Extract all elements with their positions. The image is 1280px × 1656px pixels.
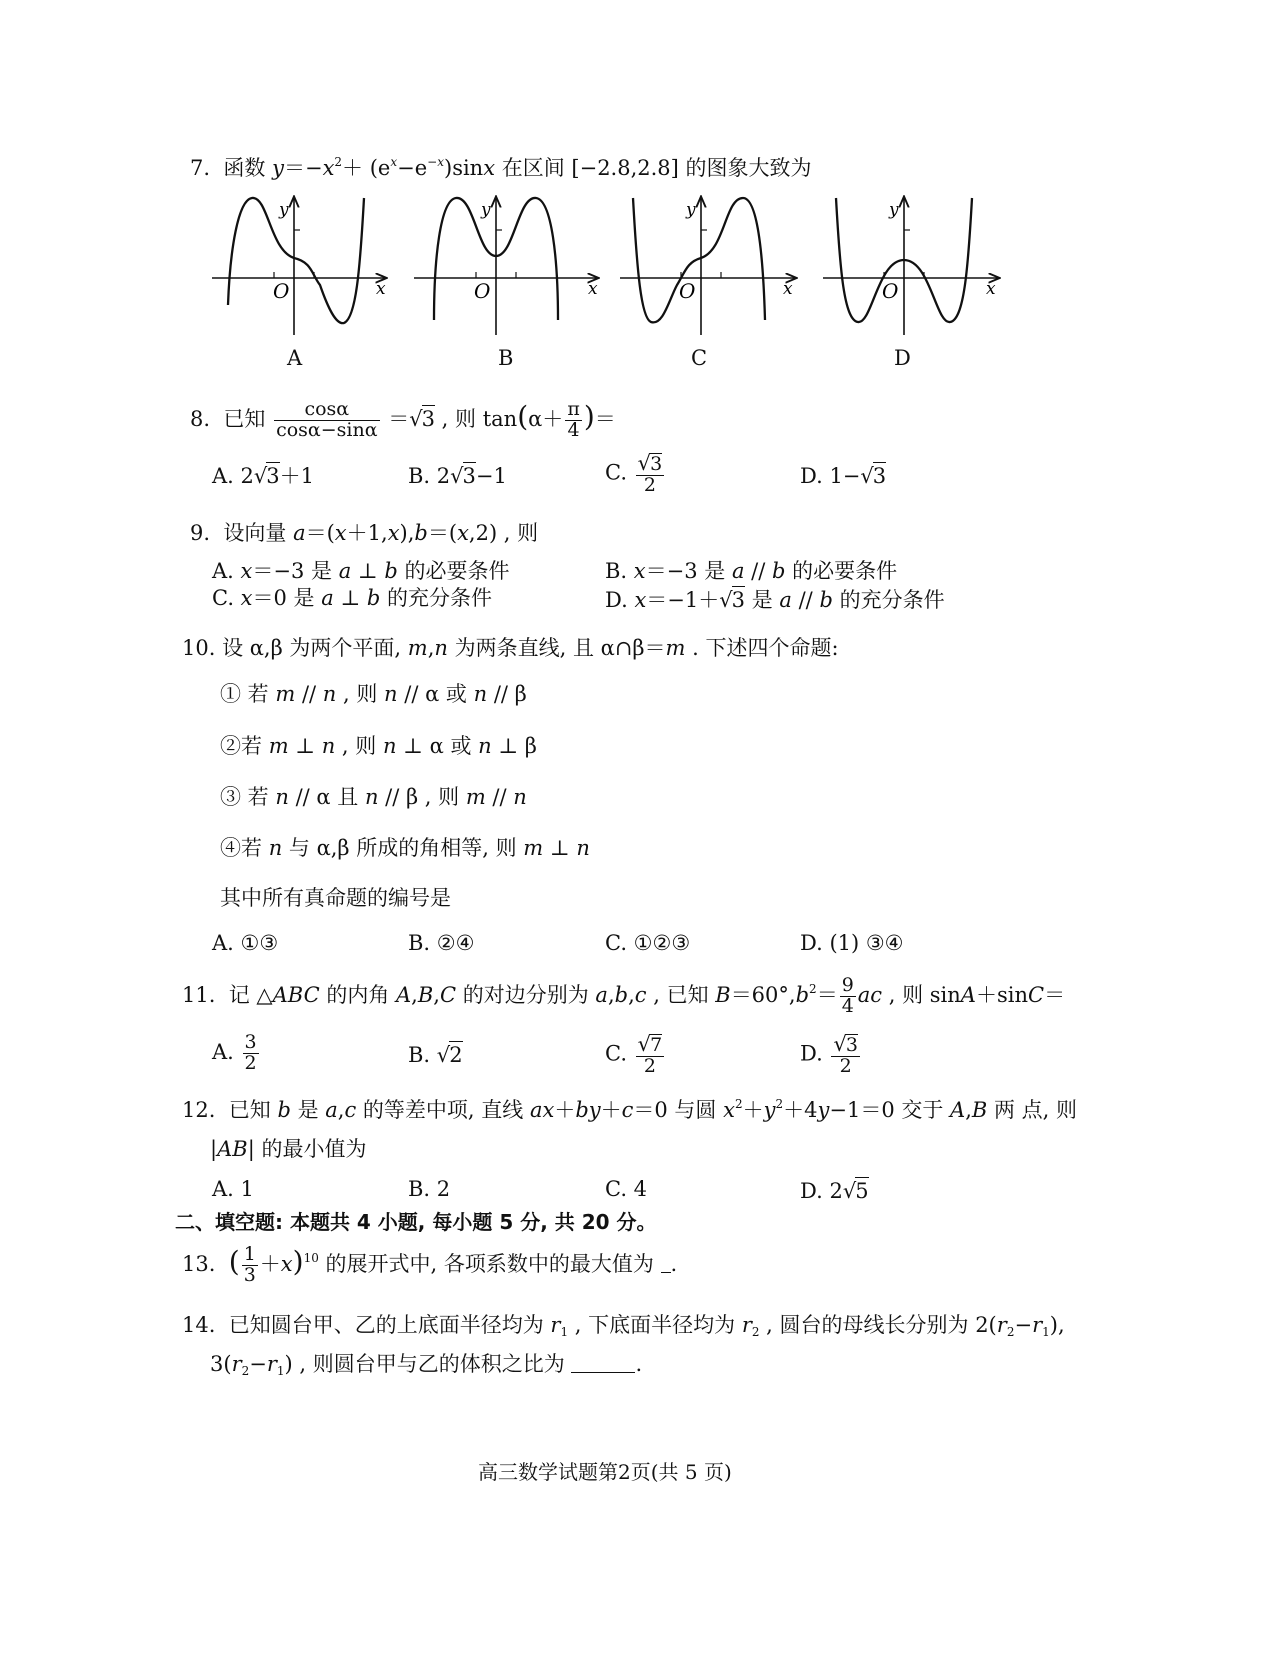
- svg-text:x: x: [986, 279, 996, 299]
- svg-text:x: x: [376, 279, 386, 299]
- q11-option-c[interactable]: C. $\frac{√7}{2}$: [605, 1032, 663, 1077]
- q8-option-b[interactable]: B. 2√3−1: [408, 464, 507, 488]
- q9-option-c[interactable]: C. x＝0 是 a ⊥ b 的充分条件: [212, 586, 493, 610]
- q12-option-a[interactable]: A. 1: [212, 1177, 254, 1201]
- graph-label-c: C: [691, 346, 708, 370]
- svg-text:O: O: [882, 279, 899, 303]
- q10-option-d[interactable]: D. (1) ③④: [800, 931, 904, 955]
- graph-c: [620, 198, 795, 335]
- q12-line2: |AB| 的最小值为: [210, 1137, 367, 1161]
- svg-text:O: O: [474, 279, 491, 303]
- q10-option-b[interactable]: B. ②④: [408, 931, 475, 955]
- q11-option-b[interactable]: B. √2: [408, 1043, 463, 1067]
- q14-answer-blank[interactable]: [571, 1354, 635, 1373]
- section-fill-in-title: 二、填空题: 本题共 4 小题, 每小题 5 分, 共 20 分。: [175, 1210, 657, 1234]
- q13-answer-blank[interactable]: [661, 1256, 671, 1273]
- q10-prop-4: ④若 n 与 α,β 所成的角相等, 则 m ⊥ n: [220, 836, 590, 860]
- svg-text:y: y: [481, 200, 491, 220]
- svg-text:y: y: [279, 200, 289, 220]
- q14-line2: $3(r_2-r_1)$ , 则圆台甲与乙的体积之比为 .: [210, 1352, 643, 1378]
- q7-text: 7. 函数 $y=-x^2+ (e^x-e^{-x})\sin x$ 在区间 [−2.8,2.8] 的图象大致为: [190, 155, 812, 180]
- q13-text: 13. ( $\frac{1}{3}$ ＋x)$^{10}$ 的展开式中, 各项系数中的最大值为 .: [182, 1243, 678, 1286]
- q7-number: 7.: [190, 156, 211, 180]
- q11-option-d[interactable]: D. $\frac{√3}{2}$: [800, 1032, 858, 1077]
- graph-label-d: D: [894, 346, 911, 370]
- svg-text:x: x: [783, 279, 793, 299]
- svg-text:y: y: [686, 200, 696, 220]
- q12-option-b[interactable]: B. 2: [408, 1177, 451, 1201]
- q9-option-b[interactable]: B. x＝−3 是 a // b 的必要条件: [605, 559, 898, 583]
- q8-text: 8. 已知 $\frac{\cos\alpha}{\cos\alpha-\sin\alpha}$ ＝√3 , 则 tan(α＋ $\frac{\pi}{4}$ )＝: [190, 398, 616, 441]
- q9-option-d[interactable]: D. x＝−1＋√3 是 a // b 的充分条件: [605, 588, 945, 612]
- svg-text:x: x: [588, 279, 598, 299]
- page-footer: 高三数学试题第2页(共 5 页): [478, 1460, 732, 1484]
- q11-option-a[interactable]: A. $\frac{3}{2}$: [212, 1031, 257, 1074]
- q10-option-c[interactable]: C. ①②③: [605, 931, 691, 955]
- origin-label: O: [273, 279, 290, 303]
- q10-prop-3: ③ 若 n // α 且 n // β , 则 m // n: [220, 785, 527, 809]
- q10-prop-1: ① 若 m // n , 则 n // α 或 n // β: [220, 682, 527, 706]
- q12-line1: 12. 已知 b 是 a,c 的等差中项, 直线 ax＋by＋c＝0 与圆 $x^2+y^2+4y-1=0$ 交于 A,B 两 点, 则: [182, 1097, 1078, 1122]
- graph-d: [823, 198, 998, 335]
- q10-prop-2: ②若 m ⊥ n , 则 n ⊥ α 或 n ⊥ β: [220, 734, 537, 758]
- graph-label-a: A: [287, 346, 303, 370]
- q10-ask: 其中所有真命题的编号是: [220, 886, 451, 910]
- q8-option-d[interactable]: D. 1−√3: [800, 464, 887, 488]
- q12-option-d[interactable]: D. 2√5: [800, 1179, 869, 1203]
- q14-line1: 14. 已知圆台甲、乙的上底面半径均为 $r_1$ , 下底面半径均为 $r_2$ , 圆台的母线长分别为 $2(r_2-r_1)$,: [182, 1313, 1065, 1339]
- svg-text:y: y: [889, 200, 899, 220]
- q10-text: 10. 设 α,β 为两个平面, m,n 为两条直线, 且 α∩β＝m . 下述四个命题:: [182, 636, 839, 660]
- q11-text: 11. 记 △ABC 的内角 A,B,C 的对边分别为 a,b,c , 已知 $B=60^\circ,b^2=$ $\frac{9}{4}$ ac , 则 sinA＋sinC＝: [182, 974, 1066, 1017]
- q10-option-a[interactable]: A. ①③: [212, 931, 279, 955]
- graph-a: [212, 198, 386, 335]
- graph-b: [414, 198, 598, 335]
- q12-option-c[interactable]: C. 4: [605, 1177, 648, 1201]
- q9-text: 9. 设向量 a＝(x＋1,x),b＝(x,2) , 则: [190, 521, 539, 545]
- q8-option-a[interactable]: A. 2√3＋1: [212, 464, 315, 488]
- q8-option-c[interactable]: C. $\frac{√3}{2}$: [605, 451, 663, 496]
- q7-graphs: [200, 190, 1060, 370]
- graph-label-b: B: [498, 346, 514, 370]
- q9-option-a[interactable]: A. x＝−3 是 a ⊥ b 的必要条件: [212, 559, 510, 583]
- svg-text:O: O: [679, 279, 696, 303]
